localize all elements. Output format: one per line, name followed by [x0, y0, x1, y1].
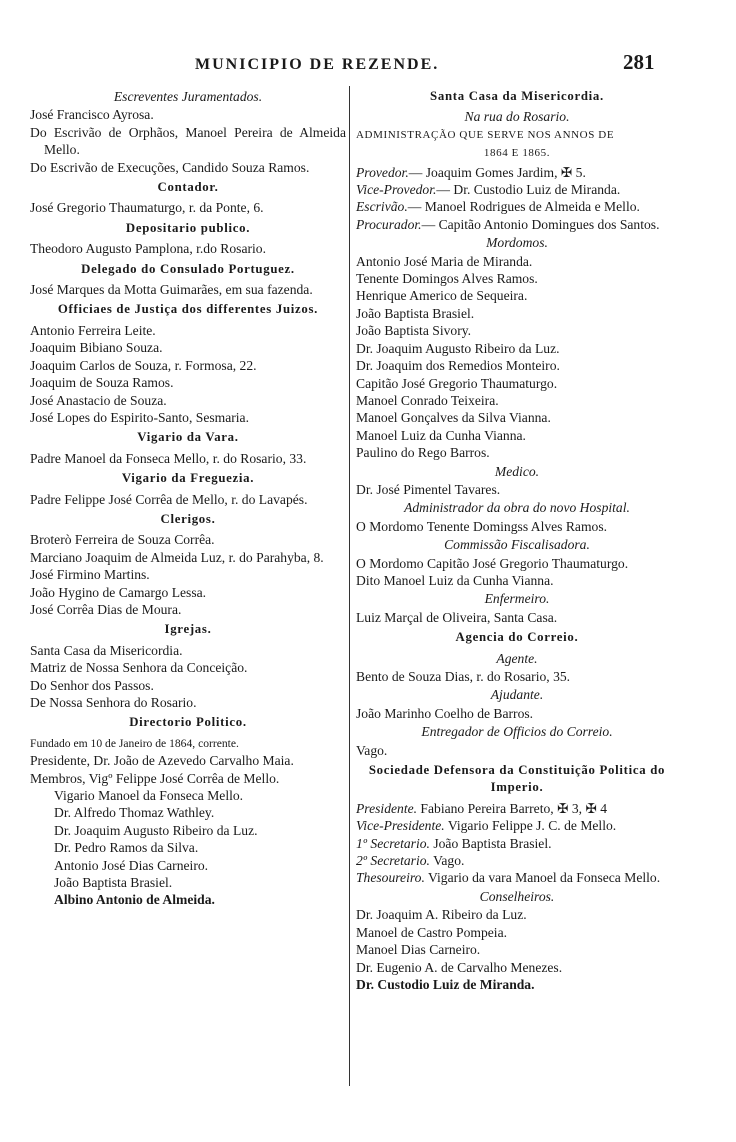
presidente-label: Presidente.: [356, 800, 418, 816]
list-item: Joaquim Bibiano Souza.: [30, 340, 163, 356]
directorio-founded: Fundado em 10 de Janeiro de 1864, corrente.: [30, 736, 239, 750]
vice-presidente-label: Vice-Presidente.: [356, 818, 445, 834]
procurador-label: Procurador.: [356, 216, 422, 232]
list-item: Padre Felippe José Corrêa de Mello, r. do Lavapés.: [30, 491, 308, 507]
list-item: Dr. Joaquim Augusto Ribeiro da Luz.: [54, 822, 258, 838]
list-item: Manoel Conrado Teixeira.: [356, 392, 499, 408]
page-title: MUNICIPIO DE REZENDE.: [195, 56, 440, 73]
delegado-heading: Delegado do Consulado Portuguez.: [81, 261, 295, 276]
list-item: Luiz Marçal de Oliveira, Santa Casa.: [356, 609, 558, 625]
administracao-years: 1864 E 1865.: [483, 147, 551, 160]
list-item: Antonio José Maria de Miranda.: [356, 253, 533, 269]
officiaes-heading: Officiaes de Justiça dos differentes Juizos.: [57, 302, 319, 317]
list-item: José Anastacio de Souza.: [30, 392, 167, 408]
list-item: José Corrêa Dias de Moura.: [30, 601, 182, 617]
list-item: Manoel de Castro Pompeia.: [356, 924, 508, 940]
presidente-name: Fabiano Pereira Barreto, ✠ 3, ✠ 4: [417, 800, 608, 816]
sociedade-sec1: [356, 835, 678, 852]
list-item: Joaquim Carlos de Souza, r. Formosa, 22.: [30, 357, 257, 373]
directorio-members-first: Membros, Vigº Felippe José Corrêa de Mello.: [30, 770, 280, 786]
provedor-label: Provedor.: [356, 164, 409, 180]
vice-provedor-entry: [356, 181, 678, 198]
medico-heading: Medico.: [494, 463, 540, 479]
list-item: Padre Manoel da Fonseca Mello, r. do Rosario, 33.: [30, 450, 307, 466]
tesoureiro-label: Thesoureiro.: [356, 870, 425, 886]
admin-obra-heading: Administrador da obra do novo Hospital.: [404, 500, 630, 516]
procurador-entry: [356, 216, 678, 233]
list-item: Dr. Alfredo Thomaz Wathley.: [54, 805, 215, 821]
list-item: Dr. Eugenio A. de Carvalho Menezes.: [356, 959, 563, 975]
list-item: Dr. Joaquim Augusto Ribeiro da Luz.: [356, 340, 560, 356]
list-item: Matriz de Nossa Senhora da Conceição.: [30, 660, 248, 676]
vice-provedor-name: — Dr. Custodio Luiz de Miranda.: [436, 182, 621, 198]
directorio-president: Presidente, Dr. João de Azevedo Carvalho Maia.: [30, 753, 294, 769]
agente-heading: Agente.: [496, 650, 538, 666]
list-item: Antonio José Dias Carneiro.: [54, 857, 209, 873]
list-item: Theodoro Augusto Pamplona, r.do Rosario.: [30, 241, 266, 257]
list-item: Do Senhor dos Passos.: [30, 677, 154, 693]
list-item: Albino Antonio de Almeida.: [54, 892, 215, 908]
list-item: João Baptista Brasiel.: [356, 305, 475, 321]
list-item: Broterò Ferreira de Souza Corrêa.: [30, 532, 215, 548]
correio-heading: Agencia do Correio.: [455, 630, 579, 645]
enfermeiro-heading: Enfermeiro.: [484, 591, 550, 607]
ajudante-heading: Ajudante.: [490, 687, 544, 703]
list-item: Manoel Dias Carneiro.: [356, 942, 481, 958]
vice-presidente-name: Vigario Felippe J. C. de Mello.: [444, 818, 617, 834]
tesoureiro-name: Vigario da vara Manoel da Fonseca Mello.: [424, 870, 661, 886]
list-item: Marciano Joaquim de Almeida Luz, r. do Parahyba, 8.: [30, 549, 324, 565]
list-item: Antonio Ferreira Leite.: [30, 322, 156, 338]
list-item: Manoel Luiz da Cunha Vianna.: [356, 427, 526, 443]
list-item: Vigario Manoel da Fonseca Mello.: [54, 788, 244, 804]
list-item: José Gregorio Thaumaturgo, r. da Ponte, 6.: [30, 200, 264, 216]
administracao-line: ADMINISTRAÇÃO QUE SERVE NOS ANNOS DE: [356, 128, 615, 141]
list-item: José Marques da Motta Guimarães, em sua fazenda.: [30, 282, 313, 298]
procurador-name: — Capitão Antonio Domingues dos Santos.: [421, 216, 660, 232]
list-item: João Marinho Coelho de Barros.: [356, 705, 534, 721]
list-item: Santa Casa da Misericordia.: [30, 642, 183, 658]
column-divider: [349, 86, 350, 1086]
list-item: Dr. Pedro Ramos da Silva.: [54, 840, 199, 856]
list-item: Henrique Americo de Sequeira.: [356, 288, 528, 304]
escreventes-heading: Escreventes Juramentados.: [113, 89, 263, 104]
secretario2-name: Vago.: [429, 853, 465, 869]
list-item: O Mordomo Capitão José Gregorio Thaumaturgo.: [356, 555, 629, 571]
conselheiros-heading: Conselheiros.: [479, 888, 555, 904]
contador-heading: Contador.: [157, 180, 219, 195]
entregador-heading: Entregador de Officios do Correio.: [421, 724, 613, 740]
escrivao-name: — Manoel Rodrigues de Almeida e Mello.: [407, 199, 640, 215]
list-item: José Firmino Martins.: [30, 567, 150, 583]
list-item: O Mordomo Tenente Domingss Alves Ramos.: [356, 518, 608, 534]
commissao-heading: Commissão Fiscalisadora.: [444, 537, 590, 553]
list-item: Capitão José Gregorio Thaumaturgo.: [356, 375, 558, 391]
left-column: [30, 88, 346, 909]
list-item: Do Escrivão de Execuções, Candido Souza Ramos.: [30, 159, 310, 175]
provedor-name: — Joaquim Gomes Jardim, ✠ 5.: [408, 164, 586, 180]
sociedade-heading: Sociedade Defensora da Constituição Politica do Imperio.: [368, 763, 666, 795]
list-item: João Baptista Sivory.: [356, 323, 472, 339]
provedor-entry: [356, 164, 678, 181]
sociedade-sec2: [356, 852, 678, 869]
sociedade-presidente: [356, 800, 678, 817]
mordomos-heading: Mordomos.: [486, 235, 548, 251]
list-item: José Francisco Ayrosa.: [30, 107, 154, 123]
list-item: Manoel Gonçalves da Silva Vianna.: [356, 410, 551, 426]
list-item: Bento de Souza Dias, r. do Rosario, 35.: [356, 669, 571, 684]
escrivao-label: Escrivão.: [356, 199, 408, 215]
igrejas-heading: Igrejas.: [164, 622, 212, 637]
directorio-members: [30, 787, 346, 909]
page-number: 281: [623, 50, 655, 74]
list-item: Vago.: [356, 742, 388, 758]
secretario2-label: 2º Secretario.: [356, 853, 430, 869]
clerigos-heading: Clerigos.: [160, 511, 216, 526]
secretario1-name: João Baptista Brasiel.: [429, 835, 552, 851]
santa-casa-address: Na rua do Rosario.: [464, 109, 570, 125]
right-column: [356, 88, 678, 993]
list-item: João Baptista Brasiel.: [54, 875, 173, 891]
list-item: Dr. José Pimentel Tavares.: [356, 481, 501, 497]
depositario-heading: Depositario publico.: [125, 220, 251, 235]
santa-casa-heading: Santa Casa da Misericordia.: [430, 89, 604, 103]
list-item: José Lopes do Espirito-Santo, Sesmaria.: [30, 409, 249, 425]
list-item: Dito Manoel Luiz da Cunha Vianna.: [356, 572, 554, 588]
list-item: João Hygino de Camargo Lessa.: [30, 584, 207, 600]
sociedade-tesoureiro: [356, 869, 678, 886]
list-item: Dr. Joaquim dos Remedios Monteiro.: [356, 358, 560, 374]
directorio-heading: Directorio Politico.: [129, 715, 247, 730]
list-item: Dr. Joaquim A. Ribeiro da Luz.: [356, 907, 527, 923]
sociedade-vice: [356, 817, 678, 834]
list-item: Paulino do Rego Barros.: [356, 445, 490, 461]
list-item: Tenente Domingos Alves Ramos.: [356, 271, 538, 287]
vigario-freguezia-heading: Vigario da Freguezia.: [121, 471, 255, 486]
list-item: Do Escrivão de Orphãos, Manoel Pereira de Almeida Mello.: [30, 124, 346, 158]
list-item: De Nossa Senhora do Rosario.: [30, 695, 197, 710]
vice-provedor-label: Vice-Provedor.: [356, 182, 437, 198]
vigario-vara-heading: Vigario da Vara.: [137, 430, 239, 445]
secretario1-label: 1º Secretario.: [356, 835, 430, 851]
list-item: Joaquim de Souza Ramos.: [30, 375, 174, 391]
list-item: Dr. Custodio Luiz de Miranda.: [356, 976, 535, 992]
escrivao-entry: [356, 198, 678, 215]
running-head: [0, 48, 736, 78]
